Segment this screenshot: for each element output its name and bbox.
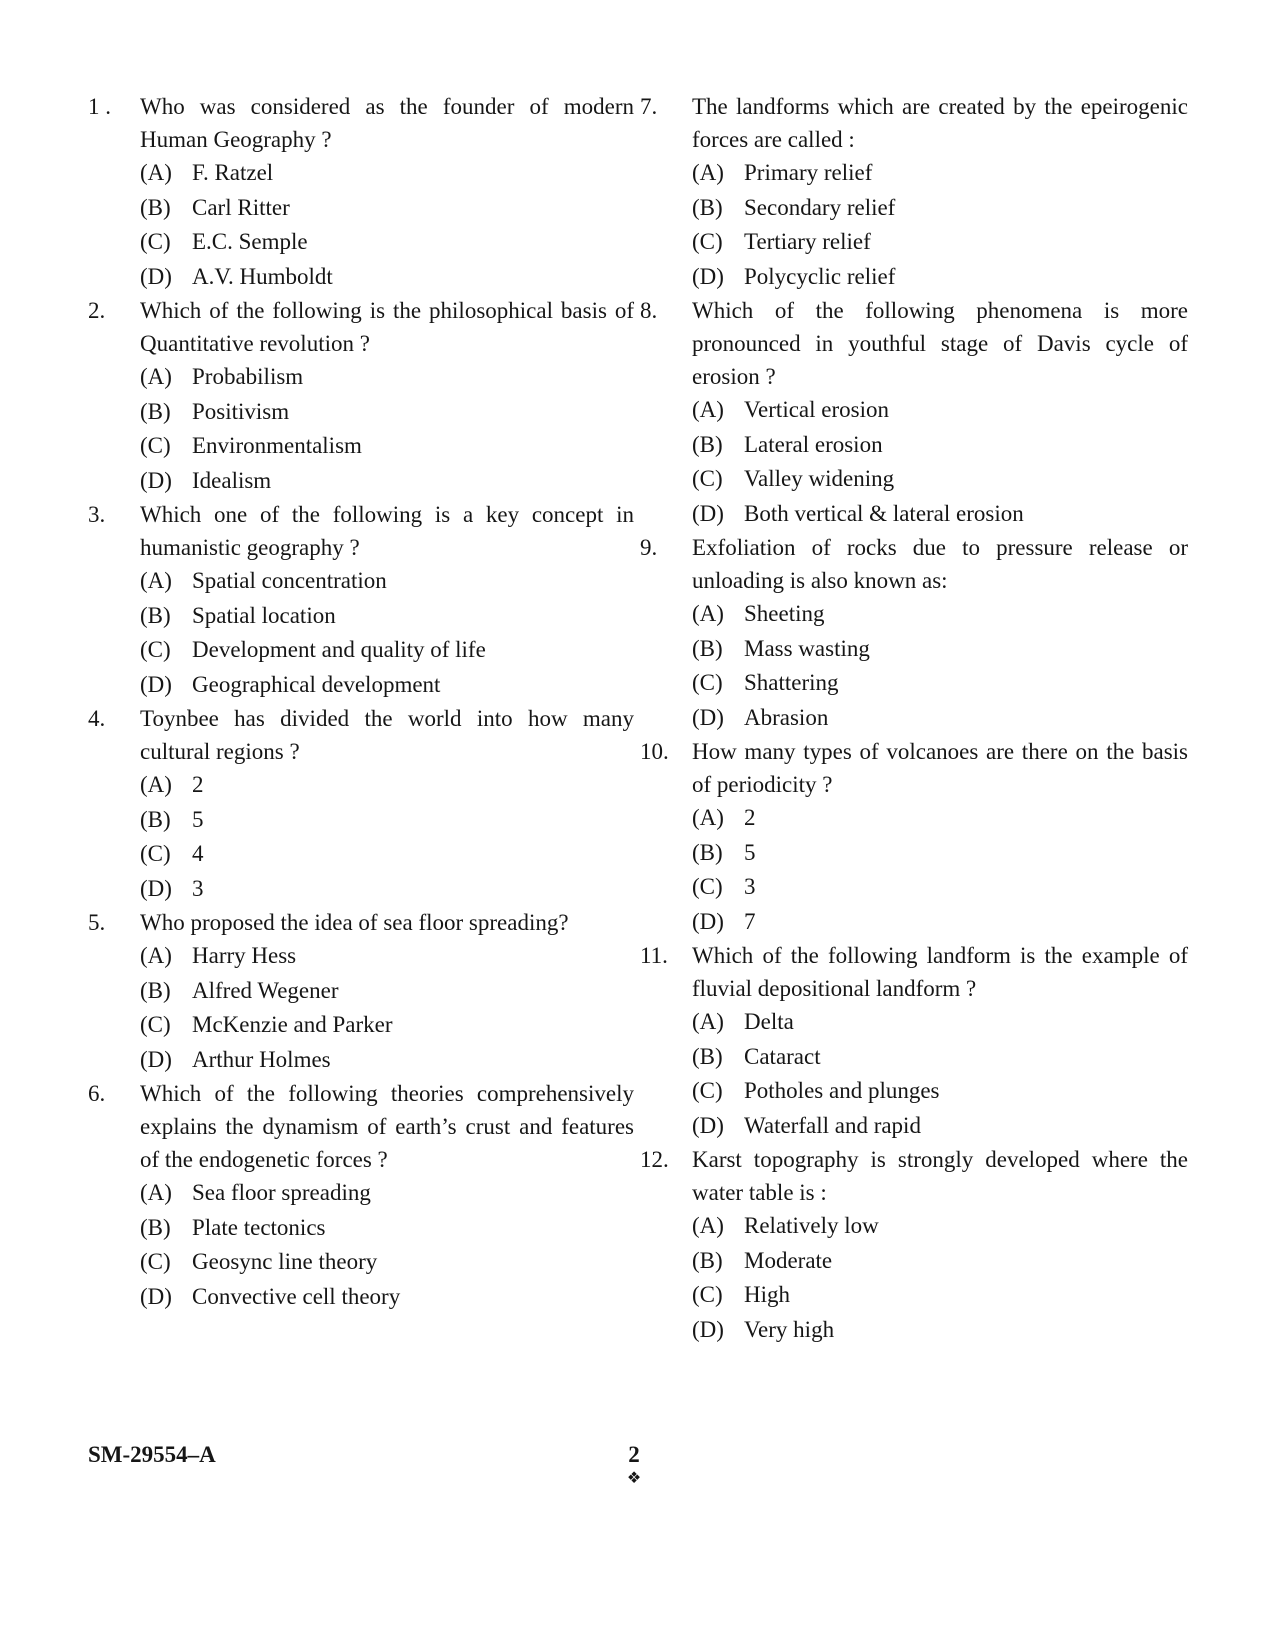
option-label: (C): [692, 466, 723, 491]
option-label: (D): [140, 671, 172, 697]
option-label: (B): [140, 806, 171, 832]
answer-option: [140, 872, 634, 907]
option-text: Sheeting: [744, 601, 825, 626]
option-text: F. Ratzel: [192, 160, 274, 185]
option-label: (B): [692, 431, 723, 457]
question-text: Which of the following theories comprehensively explains the dynamism of earth’s crust and features of the endogenetic forces ?: [140, 1081, 634, 1172]
option-text: Environmentalism: [192, 433, 362, 458]
option-label: (D): [692, 908, 724, 934]
question-8: [640, 294, 1188, 531]
option-label: (C): [692, 670, 723, 695]
question-text: Which one of the following is a key concept in humanistic geography ?: [140, 502, 634, 560]
option-label: (A): [692, 1009, 724, 1034]
answer-option: [140, 260, 634, 295]
right-column: [640, 90, 1188, 1347]
option-text: Convective cell theory: [192, 1283, 401, 1309]
option-text: Vertical erosion: [744, 397, 889, 422]
question-text: How many types of volcanoes are there on the basis of periodicity ?: [692, 739, 1188, 797]
answer-option: [692, 1313, 1188, 1348]
answer-option: [692, 225, 1188, 260]
option-text: Shattering: [744, 670, 839, 695]
question-10: [640, 735, 1188, 939]
answer-option: [692, 191, 1188, 226]
option-label: (D): [692, 704, 724, 730]
question-number: 5.: [88, 910, 106, 935]
answer-option: [692, 666, 1188, 701]
question-number: 3.: [88, 502, 106, 527]
option-label: (B): [692, 194, 723, 220]
question-number: 7.: [640, 94, 658, 119]
question-text: Who proposed the idea of sea floor spreading?: [140, 910, 569, 935]
option-text: Secondary relief: [744, 194, 896, 220]
option-label: (A): [140, 1180, 172, 1205]
answer-option: [140, 837, 634, 872]
answer-option: [692, 1074, 1188, 1109]
answer-option: [692, 393, 1188, 428]
option-text: Spatial location: [192, 602, 336, 628]
option-text: Waterfall and rapid: [744, 1112, 921, 1138]
option-label: (C): [140, 229, 171, 254]
question-text: Toynbee has divided the world into how many cultural regions ?: [140, 706, 634, 764]
option-text: Abrasion: [744, 704, 829, 730]
option-text: 5: [192, 806, 204, 832]
question-7: [640, 90, 1188, 294]
answer-option: [692, 870, 1188, 905]
option-text: Primary relief: [744, 160, 873, 185]
answer-option: [140, 1211, 634, 1246]
answer-option: [692, 1278, 1188, 1313]
option-text: Polycyclic relief: [744, 263, 896, 289]
option-label: (B): [140, 602, 171, 628]
answer-option: [140, 360, 634, 395]
option-text: Carl Ritter: [192, 194, 290, 220]
option-text: 7: [744, 908, 756, 934]
option-label: (C): [692, 874, 723, 899]
option-label: (C): [140, 433, 171, 458]
option-text: Valley widening: [744, 466, 895, 491]
option-text: Harry Hess: [192, 943, 297, 968]
option-label: (A): [692, 1213, 724, 1238]
option-text: Potholes and plunges: [744, 1078, 940, 1103]
option-label: (A): [692, 397, 724, 422]
option-label: (D): [692, 263, 724, 289]
option-label: (B): [140, 194, 171, 220]
option-label: (A): [140, 943, 172, 968]
option-label: (B): [692, 635, 723, 661]
answer-option: [692, 156, 1188, 191]
answer-option: [140, 1043, 634, 1078]
option-label: (D): [140, 1283, 172, 1309]
answer-option: [692, 260, 1188, 295]
option-text: A.V. Humboldt: [192, 263, 333, 289]
option-label: (D): [692, 1112, 724, 1138]
answer-option: [140, 768, 634, 803]
answer-option: [692, 905, 1188, 940]
option-text: Spatial concentration: [192, 568, 387, 593]
question-text: Exfoliation of rocks due to pressure release or unloading is also known as:: [692, 535, 1188, 593]
question-11: [640, 939, 1188, 1143]
question-1: [88, 90, 634, 294]
answer-option: [692, 497, 1188, 532]
option-text: Geographical development: [192, 671, 441, 697]
answer-option: [692, 701, 1188, 736]
answer-option: [140, 599, 634, 634]
option-label: (C): [692, 1282, 723, 1307]
option-text: Positivism: [192, 398, 290, 424]
question-number: 8.: [640, 298, 658, 323]
option-label: (D): [692, 1316, 724, 1342]
option-text: Relatively low: [744, 1213, 879, 1238]
option-label: (B): [692, 1043, 723, 1069]
question-number: 9.: [640, 535, 658, 560]
option-label: (C): [692, 229, 723, 254]
option-text: Lateral erosion: [744, 431, 883, 457]
option-text: Idealism: [192, 467, 272, 493]
answer-option: [692, 462, 1188, 497]
option-text: Arthur Holmes: [192, 1046, 331, 1072]
option-label: (A): [692, 160, 724, 185]
answer-option: [140, 1176, 634, 1211]
question-number: 11.: [640, 943, 668, 968]
option-text: Tertiary relief: [744, 229, 871, 254]
option-text: 4: [192, 841, 204, 866]
answer-option: [692, 801, 1188, 836]
option-label: (A): [692, 805, 724, 830]
option-label: (D): [140, 263, 172, 289]
question-text: Which of the following landform is the example of fluvial depositional landform ?: [692, 943, 1188, 1001]
option-label: (A): [140, 364, 172, 389]
option-text: Very high: [744, 1316, 835, 1342]
answer-option: [140, 633, 634, 668]
option-label: (B): [140, 1214, 171, 1240]
answer-option: [140, 395, 634, 430]
question-9: [640, 531, 1188, 735]
question-text: The landforms which are created by the epeirogenic forces are called :: [692, 94, 1188, 152]
answer-option: [692, 1109, 1188, 1144]
answer-option: [140, 464, 634, 499]
question-6: [88, 1077, 634, 1314]
question-number: 1 .: [88, 94, 111, 119]
option-text: Probabilism: [192, 364, 304, 389]
option-label: (D): [140, 1046, 172, 1072]
option-text: Cataract: [744, 1043, 821, 1069]
answer-option: [140, 1245, 634, 1280]
option-text: 3: [192, 875, 204, 901]
question-text: Which of the following is the philosophical basis of Quantitative revolution ?: [140, 298, 634, 356]
option-label: (A): [140, 160, 172, 185]
option-label: (B): [692, 839, 723, 865]
answer-option: [140, 429, 634, 464]
answer-option: [692, 1040, 1188, 1075]
option-label: (C): [140, 1012, 171, 1037]
option-label: (C): [140, 841, 171, 866]
question-number: 6.: [88, 1081, 106, 1106]
question-text: Who was considered as the founder of modern Human Geography ?: [140, 94, 634, 152]
option-label: (C): [140, 637, 171, 662]
ornament-icon: ❖: [626, 1468, 642, 1487]
question-12: [640, 1143, 1188, 1347]
option-label: (D): [140, 467, 172, 493]
option-label: (A): [140, 568, 172, 593]
answer-option: [140, 156, 634, 191]
answer-option: [140, 1280, 634, 1315]
answer-option: [140, 668, 634, 703]
question-number: 12.: [640, 1147, 669, 1172]
option-label: (C): [692, 1078, 723, 1103]
option-text: Both vertical & lateral erosion: [744, 500, 1024, 526]
option-text: McKenzie and Parker: [192, 1012, 393, 1037]
paper-code: SM-29554–A: [88, 1442, 216, 1467]
option-text: Development and quality of life: [192, 637, 486, 662]
option-text: Delta: [744, 1009, 794, 1034]
option-label: (B): [692, 1247, 723, 1273]
option-text: Mass wasting: [744, 635, 870, 661]
answer-option: [692, 428, 1188, 463]
option-text: 2: [744, 805, 756, 830]
answer-option: [692, 632, 1188, 667]
question-5: [88, 906, 634, 1077]
option-label: (D): [140, 875, 172, 901]
answer-option: [140, 939, 634, 974]
option-label: (B): [140, 977, 171, 1003]
question-number: 4.: [88, 706, 106, 731]
option-text: Alfred Wegener: [192, 977, 339, 1003]
option-label: (A): [140, 772, 172, 797]
answer-option: [140, 225, 634, 260]
option-text: Moderate: [744, 1247, 833, 1273]
option-label: (A): [692, 601, 724, 626]
option-text: 3: [744, 874, 756, 899]
option-text: E.C. Semple: [192, 229, 308, 254]
answer-option: [692, 836, 1188, 871]
answer-option: [140, 191, 634, 226]
left-column: [88, 90, 634, 1314]
question-number: 2.: [88, 298, 106, 323]
answer-option: [692, 1005, 1188, 1040]
option-label: (D): [692, 500, 724, 526]
answer-option: [692, 1244, 1188, 1279]
option-text: 5: [744, 839, 756, 865]
option-text: 2: [192, 772, 204, 797]
question-3: [88, 498, 634, 702]
option-text: Geosync line theory: [192, 1249, 378, 1274]
page-number: 2: [628, 1442, 640, 1467]
option-label: (C): [140, 1249, 171, 1274]
question-text: Which of the following phenomena is more pronounced in youthful stage of Davis cycle of erosion ?: [692, 298, 1188, 389]
answer-option: [692, 1209, 1188, 1244]
option-text: High: [744, 1282, 790, 1307]
answer-option: [692, 597, 1188, 632]
question-text: Karst topography is strongly developed where the water table is :: [692, 1147, 1188, 1205]
option-label: (B): [140, 398, 171, 424]
option-text: Sea floor spreading: [192, 1180, 371, 1205]
question-4: [88, 702, 634, 906]
question-number: 10.: [640, 739, 669, 764]
answer-option: [140, 1008, 634, 1043]
answer-option: [140, 564, 634, 599]
answer-option: [140, 803, 634, 838]
option-text: Plate tectonics: [192, 1214, 326, 1240]
question-2: [88, 294, 634, 498]
answer-option: [140, 974, 634, 1009]
